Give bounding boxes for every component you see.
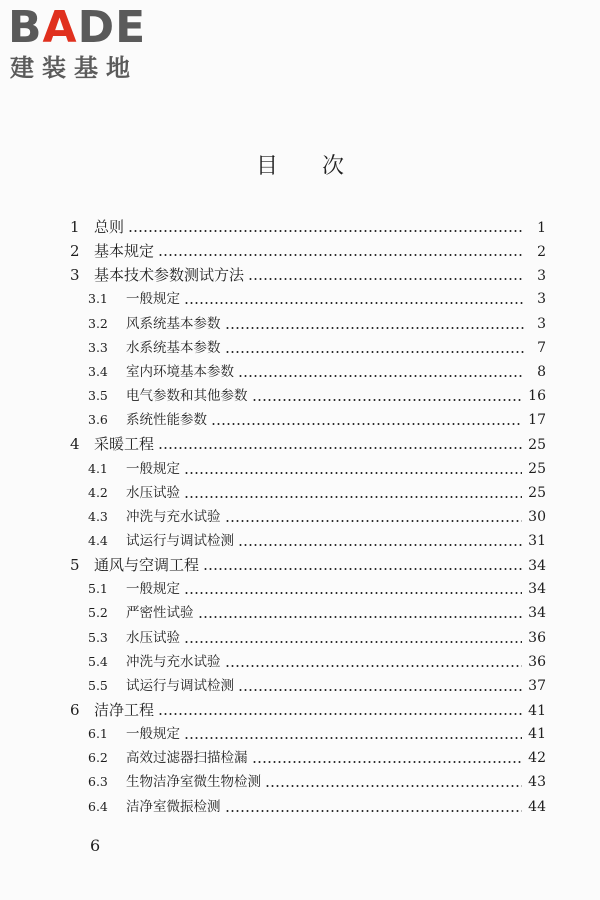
toc-entry-title: 基本规定: [94, 242, 155, 261]
logo-letter-b: B: [8, 2, 43, 53]
toc-entry-title: 水压试验: [126, 484, 180, 501]
toc-entry-page: 41: [528, 703, 546, 719]
toc-entry-number: 5: [70, 556, 80, 575]
toc-leader-dots: [252, 761, 523, 763]
toc-leader-dots: [238, 689, 522, 691]
toc-entry-page: 34: [528, 558, 546, 575]
toc-entry-number: 5.3: [88, 629, 108, 645]
toc-entry-title: 冲洗与充水试验: [126, 653, 221, 670]
toc-leader-dots: [158, 254, 524, 256]
page-number: 6: [90, 836, 101, 855]
toc-entry-page: 37: [528, 677, 546, 694]
toc-entry-title: 水压试验: [126, 629, 180, 646]
toc-entry-page: 36: [528, 629, 546, 646]
toc-leader-dots: [248, 278, 524, 280]
logo-letter-a: A: [42, 2, 78, 53]
toc-entry[interactable]: [88, 651, 546, 673]
toc-entry-number: 3: [70, 266, 80, 285]
toc-entry[interactable]: [88, 796, 546, 818]
logo-wordmark: [8, 4, 146, 52]
toc-entry-title: 室内环境基本参数: [126, 363, 234, 380]
toc-leader-dots: [184, 302, 524, 304]
toc-entry-title: 水系统基本参数: [126, 339, 221, 356]
toc-entry-number: 4.3: [88, 508, 108, 524]
toc-entry-number: 4: [70, 435, 80, 454]
toc-entry[interactable]: [88, 578, 546, 600]
toc-entry[interactable]: [88, 675, 546, 697]
toc-leader-dots: [252, 399, 523, 401]
toc-leader-dots: [184, 592, 522, 594]
toc-entry-number: 4.2: [88, 484, 108, 500]
toc-entry[interactable]: [70, 240, 546, 262]
toc-entry-page: 25: [528, 460, 546, 477]
logo-letters-de: DE: [77, 2, 147, 53]
toc-entry[interactable]: [88, 506, 546, 528]
toc-entry-page: 16: [528, 388, 546, 405]
toc-entry-title: 生物洁净室微生物检测: [126, 774, 261, 791]
toc-entry-title: 采暖工程: [94, 435, 155, 454]
toc-entry-number: 3.3: [88, 339, 108, 355]
toc-entry-page: 2: [537, 244, 546, 261]
toc-entry[interactable]: [70, 264, 546, 286]
toc-leader-dots: [225, 665, 523, 667]
toc-entry-number: 3.5: [88, 388, 108, 404]
toc-leader-dots: [265, 785, 522, 787]
toc-entry-title: 电气参数和其他参数: [126, 388, 248, 405]
toc-entry-number: 3.4: [88, 363, 108, 379]
toc-entry-page: 1: [537, 220, 546, 236]
toc-entry[interactable]: [88, 458, 546, 480]
toc-entry-number: 4.4: [88, 532, 108, 548]
toc-leader-dots: [198, 616, 523, 618]
toc-entry[interactable]: [88, 385, 546, 407]
toc-entry-number: 5.2: [88, 605, 108, 621]
toc-entry-page: 41: [528, 726, 546, 743]
toc-entry-number: 2: [70, 242, 80, 261]
toc-leader-dots: [238, 375, 524, 377]
toc-entry-title: 一般规定: [126, 460, 180, 477]
toc-entry-title: 洁净工程: [94, 701, 155, 719]
toc-entry-page: 36: [528, 653, 546, 670]
toc-leader-dots: [211, 423, 522, 425]
toc-entry-number: 3.6: [88, 412, 108, 428]
toc-entry[interactable]: [88, 723, 546, 745]
toc-entry-page: 43: [528, 774, 546, 791]
toc-entry[interactable]: [88, 288, 546, 310]
toc-entry-number: 5.4: [88, 653, 108, 669]
toc-entry-title: 高效过滤器扫描检漏: [126, 750, 248, 767]
toc-entry-title: 风系统基本参数: [126, 315, 221, 332]
toc-entry[interactable]: [70, 433, 546, 455]
toc-entry[interactable]: [88, 337, 546, 359]
logo-subtitle: 建装基地: [10, 54, 138, 82]
toc-entry[interactable]: [88, 771, 546, 793]
toc-entry[interactable]: [88, 627, 546, 649]
toc-entry-number: 3.1: [88, 291, 108, 307]
toc-entry-page: 3: [537, 315, 546, 332]
toc-entry-number: 1: [70, 218, 80, 236]
toc-entry-title: 基本技术参数测试方法: [94, 266, 245, 285]
toc-entry-page: 42: [528, 750, 546, 767]
toc-entry-number: 5.1: [88, 581, 108, 597]
toc-leader-dots: [184, 496, 522, 498]
toc-entry-title: 一般规定: [126, 726, 180, 743]
toc-leader-dots: [158, 713, 522, 715]
toc-entry-page: 30: [528, 508, 546, 525]
toc-entry-title: 一般规定: [126, 581, 180, 598]
toc-entry[interactable]: [88, 482, 546, 504]
toc-entry-number: 3.2: [88, 315, 108, 331]
toc-entry-number: 6.4: [88, 798, 108, 814]
toc-entry-page: 3: [537, 268, 546, 285]
toc-entry-number: 4.1: [88, 460, 108, 476]
toc-leader-dots: [225, 520, 523, 522]
toc-leader-dots: [184, 641, 522, 643]
toc-leader-dots: [184, 472, 522, 474]
toc-entry-number: 6.3: [88, 774, 108, 790]
toc-entry-page: 31: [528, 532, 546, 549]
toc-entry-title: 系统性能参数: [126, 412, 207, 429]
toc-entry-number: 5.5: [88, 677, 108, 693]
toc-entry-page: 44: [528, 798, 546, 815]
toc-entry-page: 34: [528, 605, 546, 622]
toc-entry-title: 总则: [94, 218, 125, 236]
toc-leader-dots: [225, 351, 525, 353]
toc-leader-dots: [128, 230, 524, 232]
toc-entry-title: 一般规定: [126, 291, 180, 308]
toc-entry[interactable]: [70, 554, 546, 576]
toc-entry-page: 8: [537, 363, 546, 380]
toc-entry[interactable]: [88, 530, 546, 552]
toc-entry-page: 17: [528, 412, 546, 429]
bade-logo: [8, 4, 178, 84]
toc-entry[interactable]: [88, 747, 546, 769]
toc-leader-dots: [238, 544, 522, 546]
toc-leader-dots: [225, 327, 525, 329]
toc-entry-number: 6.2: [88, 750, 108, 766]
toc-entry-title: 冲洗与充水试验: [126, 508, 221, 525]
toc-entry-page: 25: [528, 484, 546, 501]
toc-entry-title: 通风与空调工程: [94, 556, 200, 575]
toc-entry-page: 34: [528, 581, 546, 598]
toc-entry-page: 25: [528, 437, 546, 454]
toc-entry[interactable]: [88, 361, 546, 383]
toc-entry-title: 洁净室微振检测: [126, 798, 221, 815]
toc-entry[interactable]: [88, 409, 546, 431]
toc-entry[interactable]: [88, 602, 546, 624]
toc-entry-title: 严密性试验: [126, 605, 194, 622]
toc-entry-title: 试运行与调试检测: [126, 677, 234, 694]
toc-entry[interactable]: [70, 699, 546, 721]
toc-entry-page: 3: [537, 291, 546, 308]
toc-entry[interactable]: [70, 216, 546, 238]
toc-entry-number: 6: [70, 701, 80, 719]
toc-leader-dots: [184, 737, 522, 739]
toc-leader-dots: [158, 447, 522, 449]
toc-entry[interactable]: [88, 313, 546, 335]
toc-entry-page: 7: [537, 339, 546, 356]
toc-leader-dots: [225, 810, 523, 812]
toc-leader-dots: [203, 568, 522, 570]
toc-entry-title: 试运行与调试检测: [126, 532, 234, 549]
toc-entry-number: 6.1: [88, 726, 108, 742]
page-title: 目次: [255, 154, 388, 179]
